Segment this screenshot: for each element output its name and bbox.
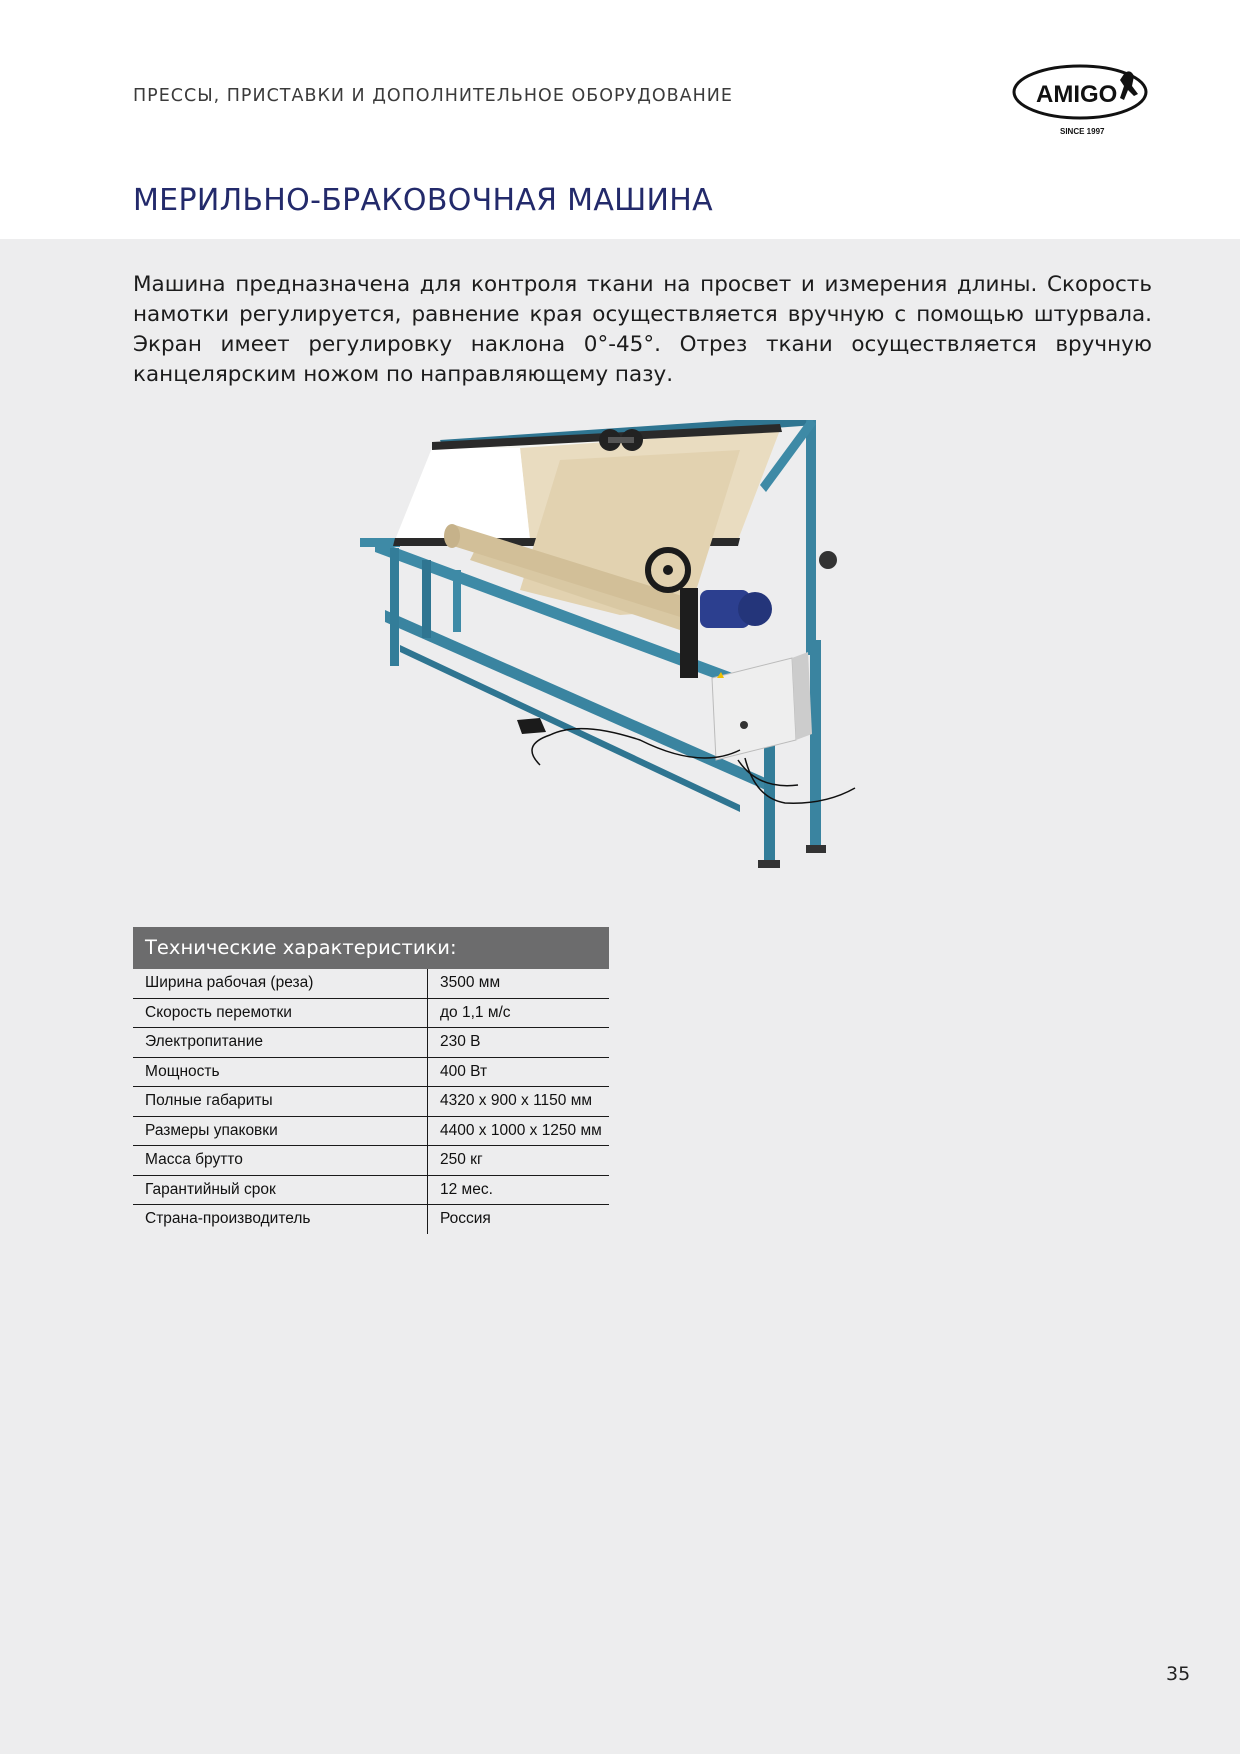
specifications-heading: Технические характеристики:: [133, 927, 609, 969]
spec-label: Скорость перемотки: [133, 998, 428, 1028]
spec-value: Россия: [440, 1210, 491, 1228]
spec-label: Полные габариты: [133, 1087, 428, 1117]
spec-value: 3500 мм: [428, 969, 610, 998]
svg-text:SINCE 1997: SINCE 1997: [1060, 127, 1105, 136]
amigo-logo: [1010, 56, 1156, 142]
spec-value: 400 Вт: [428, 1057, 610, 1087]
spec-label: Масса брутто: [133, 1146, 428, 1176]
table-row: [133, 1116, 609, 1146]
table-row: [133, 1175, 609, 1205]
table-row: [133, 969, 609, 998]
table-row: [133, 1087, 609, 1117]
section-heading: ПРЕССЫ, ПРИСТАВКИ И ДОПОЛНИТЕЛЬНОЕ ОБОРУДОВАНИЕ: [133, 86, 733, 106]
spec-label: Размеры упаковки: [133, 1116, 428, 1146]
page-title: МЕРИЛЬНО-БРАКОВОЧНАЯ МАШИНА: [133, 183, 713, 218]
spec-value: 4400 х 1000 х 1250 мм: [428, 1116, 610, 1146]
table-row: [133, 1146, 609, 1176]
description: Машина предназначена для контроля ткани на просвет и измерения длины. Скорость намотки регулируется, равнение края осуществляется вручную с помощью штурвала. Экран имеет регулировку наклона 0°-45°. Отрез ткани осуществляется вручную канцелярским ножом по направляющему пазу.: [133, 272, 1152, 387]
fabric-inspection-machine-image: [360, 420, 925, 880]
spec-value: 12 мес.: [428, 1175, 610, 1205]
spec-value: 230 В: [428, 1028, 610, 1058]
spec-label: Ширина рабочая (реза): [133, 969, 428, 998]
spec-label: Страна-производитель: [133, 1205, 428, 1234]
table-row: [133, 998, 609, 1028]
spec-value: 4320 х 900 х 1150 мм: [428, 1087, 610, 1117]
table-row: [133, 1205, 609, 1234]
page-number: 35: [1166, 1663, 1191, 1685]
spec-label: Мощность: [133, 1057, 428, 1087]
spec-label: Электропитание: [133, 1028, 428, 1058]
spec-value: до 1,1 м/с: [428, 998, 610, 1028]
specifications-table: [133, 927, 609, 1234]
spec-label: Гарантийный срок: [133, 1175, 428, 1205]
table-row: [133, 1028, 609, 1058]
spec-value: 250 кг: [428, 1146, 610, 1176]
svg-text:AMIGO: AMIGO: [1036, 81, 1118, 108]
table-row: [133, 1057, 609, 1087]
